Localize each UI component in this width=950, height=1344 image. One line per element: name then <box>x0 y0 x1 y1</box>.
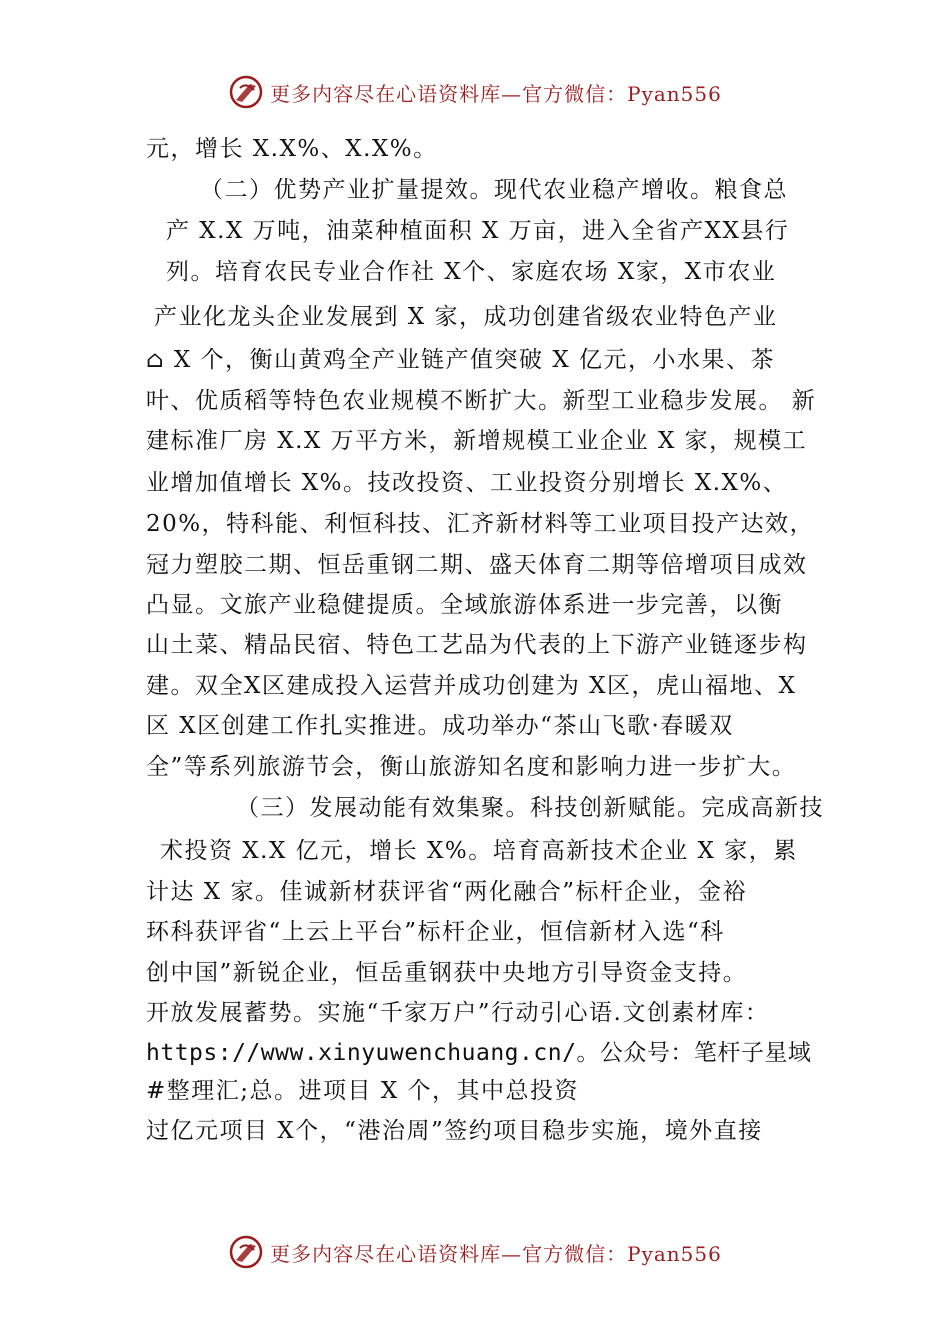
body-line-11: 冠力塑胶二期、恒岳重钢二期、盛天体育二期等倍增项目成效 <box>146 552 808 578</box>
body-line-13: 山土菜、精品民宿、特色工艺品为代表的上下游产业链逐步构 <box>146 632 808 658</box>
body-line-19: 计达 X 家。佳诚新材获评省“两化融合”标杆企业，金裕 <box>146 879 748 905</box>
body-line-15: 区 X区创建工作扎实推进。成功举办“茶山飞歌·春暖双 <box>146 713 734 739</box>
seal-logo-icon <box>228 74 264 110</box>
body-line-16: 全”等系列旅游节会，衡山旅游知名度和影响力进一步扩大。 <box>146 754 797 780</box>
body-line-17: （三）发展动能有效集聚。科技创新赋能。完成高新技 <box>236 795 824 821</box>
body-line-4: 列。培育农民专业合作社 X个、家庭农场 X家，X市农业 <box>166 259 777 285</box>
footer-banner <box>0 1232 950 1272</box>
body-line-12: 凸显。文旅产业稳健提质。全域旅游体系进一步完善，以衡 <box>146 592 783 618</box>
body-line-24: #整理汇;总。进项目 X 个，其中总投资 <box>146 1078 580 1104</box>
body-line-1: 元，增长 X.X%、X.X%。 <box>146 136 438 162</box>
body-line-2: （二）优势产业扩量提效。现代农业稳产增收。粮食总 <box>200 177 788 203</box>
footer-banner-text: 更多内容尽在心语资料库—官方微信：Pyan556 <box>270 1241 722 1266</box>
body-line-18: 术投资 X.X 亿元，增长 X%。培育高新技术企业 X 家，累 <box>160 838 798 864</box>
body-line-22: 开放发展蓄势。实施“千家万户”行动引心语.文创素材库： <box>146 1000 770 1026</box>
body-line-20: 环科获评省“上云上平台”标杆企业，恒信新材入选“科 <box>146 919 725 945</box>
body-line-14: 建。双全X区建成投入运营并成功创建为 X区，虎山福地、X <box>146 673 797 699</box>
body-line-7: 叶、优质稻等特色农业规模不断扩大。新型工业稳步发展。 新 <box>146 388 817 414</box>
body-line-21: 创中国”新锐企业，恒岳重钢获中央地方引导资金支持。 <box>146 960 748 986</box>
body-line-8: 建标准厂房 X.X 万平方米，新增规模工业企业 X 家，规模工 <box>146 428 808 454</box>
header-banner <box>0 72 950 112</box>
body-line-3: 产 X.X 万吨，油菜种植面积 X 万亩，进入全省产XX县行 <box>166 218 790 244</box>
seal-logo-icon <box>228 1234 264 1270</box>
header-banner-text: 更多内容尽在心语资料库—官方微信：Pyan556 <box>270 81 722 106</box>
body-line-9: 业增加值增长 X%。技改投资、工业投资分别增长 X.X%、 <box>146 470 788 496</box>
body-line-23: https://www.xinyuwenchuang.cn/。公众号：笔杆子星域 <box>146 1040 812 1066</box>
body-line-25: 过亿元项目 X个，“港治周”签约项目稳步实施，境外直接 <box>146 1118 763 1144</box>
body-line-10: 20%，特科能、利恒科技、汇齐新材料等工业项目投产达效， <box>146 511 815 537</box>
body-line-5: 产业化龙头企业发展到 X 家，成功创建省级农业特色产业 <box>154 304 778 330</box>
body-line-6: ⌂ X 个，衡山黄鸡全产业链产值突破 X 亿元，小水果、茶 <box>146 347 776 373</box>
